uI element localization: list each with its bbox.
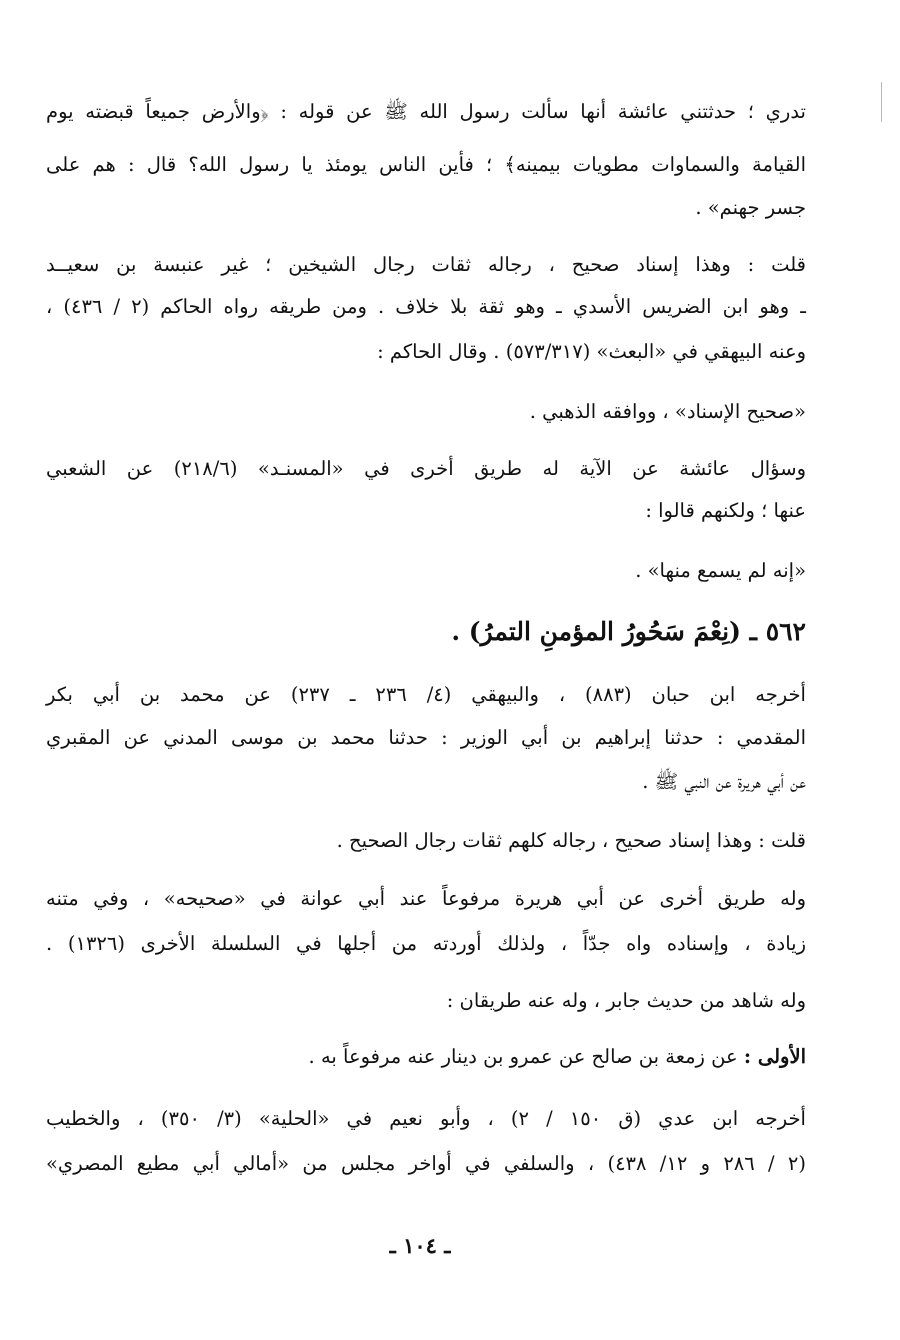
text-line: أخرجه ابن حبان (٨٨٣) ، والبيهقي (٤/ ٢٣٦ ـ ٢٣٧) عن محمد بن أبي بكر	[46, 683, 806, 706]
text-line: وعنه البيهقي في «البعث» (٥٧٣/٣١٧) . وقال الحاكم :	[377, 340, 806, 363]
text-line: قلت : وهذا إسناد صحيح ، رجاله كلهم ثقات رجال الصحيح .	[336, 829, 806, 852]
text-line: تدري ؛ حدثتني عائشة أنها سألت رسول الله ﷺ عن قوله : ﴿والأرض جميعاً قبضته يوم	[46, 100, 806, 123]
text-line: أخرجه ابن عدي (ق ١٥٠ / ٢) ، وأبو نعيم في «الحلية» (٣/ ٣٥٠) ، والخطيب	[46, 1107, 806, 1130]
text-line: جسر جهنم» .	[695, 196, 806, 219]
first-path-text: عن زمعة بن صالح عن عمرو بن دينار عنه مرفوعاً به .	[308, 1045, 738, 1068]
text-line: (٢ / ٢٨٦ و ١٢/ ٤٣٨) ، والسلفي في أواخر مجلس من «أمالي أبي مطيع المصري»	[46, 1152, 806, 1175]
text-line: «صحيح الإسناد» ، ووافقه الذهبي .	[529, 400, 806, 423]
text-line: المقدمي : حدثنا إبراهيم بن أبي الوزير : حدثنا محمد بن موسى المدني عن المقبري	[46, 726, 806, 749]
text-line: عن أبي هريرة عن النبي ﷺ .	[642, 770, 806, 793]
binding-edge-mark	[881, 82, 882, 122]
text-line: وله شاهد من حديث جابر ، وله عنه طريقان :	[446, 989, 806, 1012]
page-number: ـ ١٠٤ ـ	[389, 1233, 451, 1258]
text-line: زيادة ، وإسناده واه جدّاً ، ولذلك أوردته من أجلها في السلسلة الأخرى (١٣٢٦) .	[46, 932, 806, 955]
text-line: وسؤال عائشة عن الآية له طريق أخرى في «المسنـد» (٢١٨/٦) عن الشعبي	[46, 457, 806, 480]
text-line: عنها ؛ ولكنهم قالوا :	[645, 499, 806, 522]
first-path-line	[309, 1042, 806, 1072]
text-line: «إنه لم يسمع منها» .	[635, 559, 806, 582]
text-line: ـ وهو ابن الضريس الأسدي ـ وهو ثقة بلا خلاف . ومن طريقه رواه الحاكم (٢ / ٤٣٦) ،	[46, 295, 807, 318]
first-path-label: الأولى :	[743, 1045, 806, 1068]
text-line: وله طريق أخرى عن أبي هريرة مرفوعاً عند أبي عوانة في «صحيحه» ، وفي متنه	[46, 887, 806, 910]
hadith-heading: ٥٦٢ ـ (نِعْمَ سَحُورُ المؤمنِ التمرُ) .	[451, 617, 806, 646]
text-line: قلت : وهذا إسناد صحيح ، رجاله ثقات رجال الشيخين ؛ غير عنبسة بن سعيــد	[46, 253, 806, 276]
text-line: القيامة والسماوات مطويات بيمينه﴾ ؛ فأين الناس يومئذ يا رسول الله؟ قال : هم على	[46, 153, 806, 176]
